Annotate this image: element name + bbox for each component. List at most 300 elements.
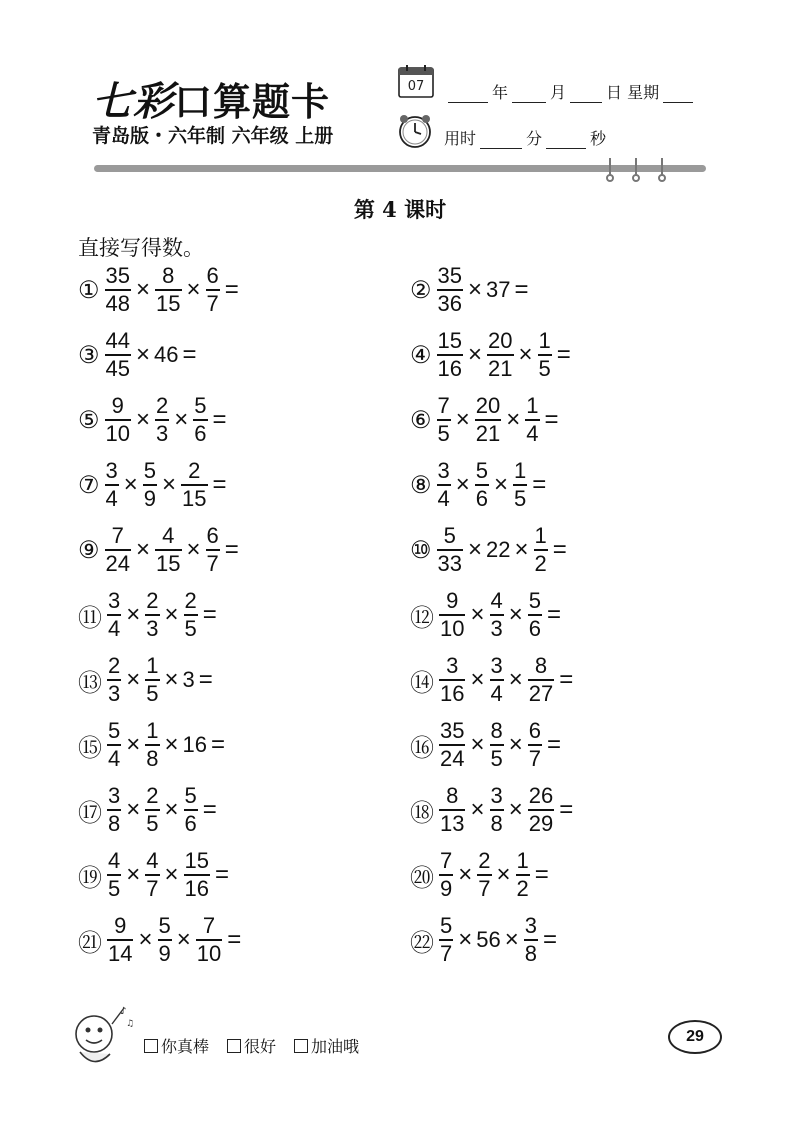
- problem-20: [410, 847, 552, 903]
- fraction: [528, 720, 542, 770]
- times-sign: ×: [468, 276, 483, 303]
- numerator: 20: [488, 328, 513, 353]
- minute-label: 分: [526, 129, 543, 148]
- equals-sign: =: [202, 601, 217, 628]
- denominator: 9: [143, 486, 157, 511]
- problem-9: [78, 522, 242, 578]
- numerator: 35: [105, 263, 130, 288]
- lesson-title: 第 4 课时: [353, 197, 447, 222]
- denominator: 4: [526, 421, 539, 446]
- denominator: 16: [437, 356, 462, 381]
- fraction: [145, 785, 159, 835]
- times-sign: ×: [186, 536, 201, 563]
- problem-8: [410, 457, 549, 513]
- denominator: 14: [108, 941, 133, 966]
- numerator: 2: [156, 393, 169, 418]
- problem-number: ⑧: [410, 471, 431, 499]
- numerator: 9: [114, 913, 127, 938]
- rating-label: 加油哦: [311, 1037, 360, 1056]
- fraction: [145, 720, 159, 770]
- fraction: [105, 330, 131, 380]
- time-used-line: [444, 126, 606, 149]
- calendar-day: 07: [407, 79, 425, 94]
- fraction: [107, 590, 121, 640]
- fraction: [105, 265, 131, 315]
- fraction: [145, 655, 159, 705]
- numerator: 3: [490, 783, 503, 808]
- denominator: 5: [490, 746, 503, 771]
- fraction: [184, 590, 198, 640]
- numerator: 4: [108, 848, 121, 873]
- fraction: [524, 915, 538, 965]
- equals-sign: =: [543, 926, 558, 953]
- numerator: 5: [475, 458, 489, 483]
- numerator: 5: [108, 718, 121, 743]
- denominator: 2: [534, 551, 547, 576]
- denominator: 5: [437, 421, 450, 446]
- times-sign: ×: [126, 731, 141, 758]
- times-sign: ×: [136, 276, 151, 303]
- equals-sign: =: [552, 536, 567, 563]
- fraction: [155, 265, 181, 315]
- fraction: [437, 265, 463, 315]
- equals-sign: =: [212, 471, 227, 498]
- fraction: [475, 460, 489, 510]
- problem-1: [78, 262, 242, 318]
- numerator: 3: [108, 588, 121, 613]
- numerator: 2: [108, 653, 121, 678]
- numerator: 15: [184, 848, 210, 873]
- problem-number: ⑥: [410, 406, 431, 434]
- denominator: 4: [437, 486, 450, 511]
- fraction: [193, 395, 207, 445]
- denominator: 7: [478, 876, 491, 901]
- equals-sign: =: [182, 341, 197, 368]
- instruction: 直接写得数。: [78, 236, 204, 260]
- denominator: 5: [146, 811, 159, 836]
- denominator: 2: [516, 876, 529, 901]
- date-line: [444, 80, 697, 103]
- numerator: 4: [146, 848, 159, 873]
- times-sign: ×: [514, 536, 529, 563]
- numerator: 3: [105, 458, 118, 483]
- numerator: 35: [437, 263, 462, 288]
- problem-number: ⑭: [410, 669, 433, 697]
- times-sign: ×: [164, 861, 179, 888]
- numerator: 4: [490, 588, 503, 613]
- equals-sign: =: [202, 796, 217, 823]
- problem-3: [78, 327, 200, 383]
- times-sign: ×: [136, 536, 151, 563]
- numerator: 4: [162, 523, 175, 548]
- numerator: 8: [162, 263, 175, 288]
- denominator: 27: [528, 681, 554, 706]
- problem-number: ④: [410, 341, 431, 369]
- equals-sign: =: [224, 536, 239, 563]
- problem-7: [78, 457, 230, 513]
- numerator: 15: [437, 328, 462, 353]
- times-sign: ×: [164, 796, 179, 823]
- self-rating: [144, 1034, 359, 1057]
- problem-number: ⑯: [410, 734, 433, 762]
- times-sign: ×: [123, 471, 138, 498]
- denominator: 16: [440, 681, 465, 706]
- denominator: 15: [156, 291, 181, 316]
- numerator: 8: [446, 783, 459, 808]
- fraction: [513, 460, 527, 510]
- times-sign: ×: [126, 666, 141, 693]
- mascot-illustration: [68, 1000, 134, 1072]
- numerator: 26: [528, 783, 554, 808]
- times-sign: ×: [494, 471, 509, 498]
- checkbox[interactable]: [144, 1039, 158, 1053]
- numerator: 44: [105, 328, 130, 353]
- fraction: [145, 590, 159, 640]
- numerator: 1: [146, 718, 159, 743]
- problem-18: [410, 782, 576, 838]
- fraction: [437, 395, 451, 445]
- times-sign: ×: [162, 471, 177, 498]
- denominator: 3: [146, 616, 159, 641]
- numerator: 9: [446, 588, 459, 613]
- equals-sign: =: [212, 406, 227, 433]
- numerator: 2: [184, 588, 197, 613]
- rating-option-keep-going[interactable]: [294, 1034, 359, 1057]
- svg-text:♪: ♪: [120, 1006, 127, 1017]
- denominator: 36: [437, 291, 462, 316]
- day-label: 日: [606, 83, 623, 102]
- denominator: 7: [206, 551, 219, 576]
- times-sign: ×: [164, 731, 179, 758]
- problem-number: ㉒: [410, 929, 433, 957]
- integer: 37: [486, 277, 511, 302]
- denominator: 9: [440, 876, 453, 901]
- problem-number: ⑬: [78, 669, 101, 697]
- denominator: 10: [196, 941, 222, 966]
- fraction: [439, 850, 453, 900]
- numerator: 3: [446, 653, 459, 678]
- denominator: 45: [105, 356, 130, 381]
- fraction: [490, 720, 504, 770]
- problem-4: [410, 327, 574, 383]
- rating-label: 很好: [244, 1037, 277, 1056]
- fraction: [184, 850, 210, 900]
- numerator: 6: [206, 263, 219, 288]
- problem-number: ⑪: [78, 604, 101, 632]
- denominator: 6: [194, 421, 207, 446]
- fraction: [437, 460, 451, 510]
- denominator: 24: [440, 746, 465, 771]
- numerator: 3: [437, 458, 450, 483]
- denominator: 4: [108, 616, 121, 641]
- rating-option-excellent[interactable]: [144, 1034, 209, 1057]
- problem-number: ⑤: [78, 406, 99, 434]
- denominator: 48: [105, 291, 130, 316]
- binder-clips-icon: [602, 158, 672, 182]
- times-sign: ×: [136, 341, 151, 368]
- fraction: [184, 785, 198, 835]
- numerator: 1: [534, 523, 547, 548]
- fraction: [525, 395, 539, 445]
- calendar-icon: [398, 64, 434, 98]
- times-sign: ×: [506, 406, 521, 433]
- denominator: 5: [538, 356, 551, 381]
- numerator: 7: [437, 393, 450, 418]
- problem-11: [78, 587, 220, 643]
- equals-sign: =: [544, 406, 559, 433]
- integer: 3: [182, 667, 195, 692]
- equals-sign: =: [211, 731, 226, 758]
- numerator: 8: [490, 718, 503, 743]
- numerator: 2: [188, 458, 201, 483]
- numerator: 5: [440, 913, 453, 938]
- numerator: 20: [475, 393, 501, 418]
- svg-text:♫: ♫: [126, 1019, 134, 1029]
- problem-number: ⑱: [410, 799, 433, 827]
- denominator: 4: [105, 486, 118, 511]
- problem-2: [410, 262, 532, 318]
- fraction: [107, 785, 121, 835]
- times-sign: ×: [136, 406, 151, 433]
- problem-number: ⑦: [78, 471, 99, 499]
- denominator: 21: [475, 421, 501, 446]
- denominator: 15: [156, 551, 181, 576]
- times-sign: ×: [164, 666, 179, 693]
- equals-sign: =: [559, 666, 574, 693]
- integer: 46: [154, 342, 179, 367]
- times-sign: ×: [508, 731, 523, 758]
- denominator: 7: [146, 876, 159, 901]
- denominator: 24: [105, 551, 130, 576]
- problem-22: [410, 912, 560, 968]
- denominator: 6: [528, 616, 542, 641]
- problem-5: [78, 392, 230, 448]
- problem-number: ⑮: [78, 734, 101, 762]
- problem-number: ⑫: [410, 604, 433, 632]
- fraction: [439, 590, 465, 640]
- fraction: [487, 330, 513, 380]
- denominator: 8: [108, 811, 121, 836]
- fraction: [490, 590, 504, 640]
- equals-sign: =: [215, 861, 230, 888]
- times-sign: ×: [176, 926, 191, 953]
- denominator: 5: [184, 616, 197, 641]
- fraction: [490, 785, 504, 835]
- equals-sign: =: [559, 796, 574, 823]
- numerator: 1: [514, 458, 527, 483]
- fraction: [107, 915, 133, 965]
- problem-17: [78, 782, 220, 838]
- fraction: [439, 915, 453, 965]
- times-sign: ×: [518, 341, 533, 368]
- times-sign: ×: [508, 601, 523, 628]
- fraction: [107, 850, 121, 900]
- page-number: 29: [668, 1020, 722, 1054]
- times-sign: ×: [455, 471, 470, 498]
- denominator: 7: [440, 941, 453, 966]
- denominator: 33: [437, 551, 462, 576]
- numerator: 5: [158, 913, 171, 938]
- equals-sign: =: [514, 276, 529, 303]
- week-label: 星期: [627, 83, 660, 102]
- clock-icon: [396, 112, 434, 150]
- times-sign: ×: [138, 926, 153, 953]
- equals-sign: =: [547, 731, 562, 758]
- fraction: [516, 850, 530, 900]
- fraction: [105, 525, 131, 575]
- month-label: 月: [550, 83, 567, 102]
- problem-15: [78, 717, 228, 773]
- fraction: [105, 460, 119, 510]
- times-sign: ×: [126, 861, 141, 888]
- fraction: [538, 330, 552, 380]
- integer: 16: [182, 732, 208, 757]
- denominator: 10: [105, 421, 130, 446]
- equals-sign: =: [534, 861, 549, 888]
- denominator: 8: [146, 746, 159, 771]
- fraction: [475, 395, 501, 445]
- problem-14: [410, 652, 576, 708]
- book-subtitle: 青岛版・六年制 六年级 上册: [92, 125, 334, 147]
- problem-13: [78, 652, 216, 708]
- numerator: 2: [146, 588, 159, 613]
- numerator: 2: [478, 848, 491, 873]
- problem-number: ③: [78, 341, 99, 369]
- problem-number: ⑩: [410, 536, 431, 564]
- denominator: 7: [528, 746, 542, 771]
- fraction: [528, 590, 542, 640]
- denominator: 6: [184, 811, 197, 836]
- denominator: 13: [440, 811, 465, 836]
- problem-10: [410, 522, 570, 578]
- equals-sign: =: [198, 666, 213, 693]
- checkbox[interactable]: [227, 1039, 241, 1053]
- rating-label: 你真棒: [161, 1037, 210, 1056]
- denominator: 29: [528, 811, 554, 836]
- denominator: 21: [488, 356, 513, 381]
- fraction: [143, 460, 157, 510]
- problem-12: [410, 587, 564, 643]
- equals-sign: =: [532, 471, 547, 498]
- fraction: [107, 655, 121, 705]
- fraction: [181, 460, 207, 510]
- year-label: 年: [492, 83, 509, 102]
- times-sign: ×: [455, 406, 470, 433]
- equals-sign: =: [227, 926, 242, 953]
- numerator: 35: [440, 718, 465, 743]
- times-sign: ×: [508, 796, 523, 823]
- numerator: 1: [538, 328, 551, 353]
- fraction: [155, 525, 181, 575]
- fraction: [206, 525, 220, 575]
- denominator: 5: [514, 486, 527, 511]
- numerator: 1: [516, 848, 529, 873]
- fraction: [490, 655, 504, 705]
- times-sign: ×: [468, 341, 483, 368]
- fraction: [534, 525, 548, 575]
- integer: 22: [486, 537, 511, 562]
- times-sign: ×: [470, 731, 485, 758]
- problem-number: ㉑: [78, 929, 101, 957]
- fraction: [528, 785, 554, 835]
- denominator: 4: [490, 681, 503, 706]
- fraction: [477, 850, 491, 900]
- fraction: [206, 265, 220, 315]
- denominator: 4: [108, 746, 121, 771]
- rating-option-good[interactable]: [227, 1034, 276, 1057]
- fraction: [437, 330, 463, 380]
- brand-prefix: 七彩: [92, 78, 174, 125]
- equals-sign: =: [556, 341, 571, 368]
- denominator: 8: [490, 811, 503, 836]
- numerator: 5: [143, 458, 157, 483]
- fraction: [439, 655, 465, 705]
- numerator: 7: [111, 523, 124, 548]
- denominator: 8: [524, 941, 538, 966]
- times-sign: ×: [496, 861, 511, 888]
- problem-number: ⑰: [78, 799, 101, 827]
- denominator: 3: [490, 616, 503, 641]
- fraction: [105, 395, 131, 445]
- denominator: 7: [206, 291, 219, 316]
- numerator: 6: [206, 523, 219, 548]
- denominator: 5: [146, 681, 159, 706]
- problem-number: ①: [78, 276, 99, 304]
- time-used-label: 用时: [444, 129, 477, 148]
- fraction: [145, 850, 159, 900]
- problem-number: ⑳: [410, 864, 433, 892]
- numerator: 9: [111, 393, 124, 418]
- fraction: [107, 720, 121, 770]
- numerator: 5: [528, 588, 542, 613]
- problem-16: [410, 717, 564, 773]
- second-label: 秒: [590, 129, 607, 148]
- times-sign: ×: [164, 601, 179, 628]
- problem-21: [78, 912, 244, 968]
- fraction: [196, 915, 222, 965]
- denominator: 5: [108, 876, 121, 901]
- problem-number: ②: [410, 276, 431, 304]
- fraction: [155, 395, 169, 445]
- denominator: 6: [475, 486, 489, 511]
- problem-number: ⑲: [78, 864, 101, 892]
- numerator: 7: [202, 913, 216, 938]
- equals-sign: =: [224, 276, 239, 303]
- integer: 56: [476, 927, 501, 952]
- numerator: 8: [534, 653, 548, 678]
- times-sign: ×: [458, 861, 473, 888]
- times-sign: ×: [458, 926, 473, 953]
- numerator: 6: [528, 718, 542, 743]
- denominator: 15: [182, 486, 207, 511]
- numerator: 5: [184, 783, 197, 808]
- checkbox[interactable]: [294, 1039, 308, 1053]
- numerator: 5: [443, 523, 456, 548]
- numerator: 1: [526, 393, 539, 418]
- denominator: 10: [440, 616, 465, 641]
- times-sign: ×: [504, 926, 519, 953]
- equals-sign: =: [547, 601, 562, 628]
- numerator: 1: [146, 653, 159, 678]
- problem-number: ⑨: [78, 536, 99, 564]
- times-sign: ×: [470, 796, 485, 823]
- denominator: 3: [108, 681, 121, 706]
- numerator: 3: [524, 913, 538, 938]
- fraction: [439, 785, 465, 835]
- times-sign: ×: [126, 601, 141, 628]
- numerator: 3: [490, 653, 503, 678]
- fraction: [439, 720, 465, 770]
